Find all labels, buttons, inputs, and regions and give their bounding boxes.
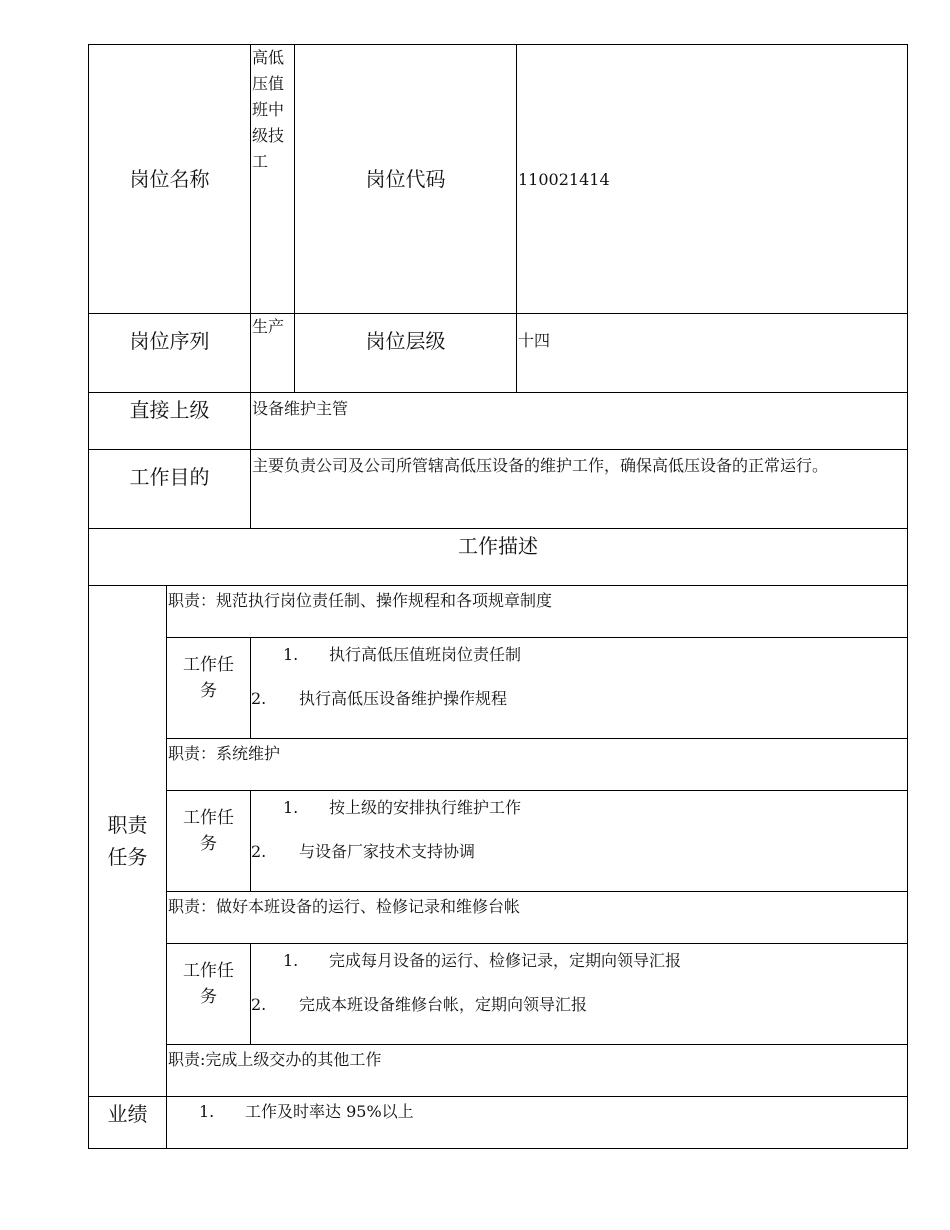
performance-item-1 xyxy=(167,1097,908,1149)
row-performance xyxy=(89,1097,908,1149)
task-1-1 xyxy=(251,642,907,686)
duty-2-text: 职责：系统维护 xyxy=(167,739,908,791)
task-label-1 xyxy=(167,638,251,739)
level-label: 岗位层级 xyxy=(295,314,517,393)
row-tasks-3 xyxy=(89,944,908,1045)
row-purpose xyxy=(89,450,908,529)
task-1-2-number: 2. xyxy=(251,689,267,708)
row-duty-4 xyxy=(89,1045,908,1097)
task-2-1-text: 按上级的安排执行维护工作 xyxy=(329,798,522,817)
sequence-label: 岗位序列 xyxy=(89,314,251,393)
task-3-2-text: 完成本班设备维修台帐，定期向领导汇报 xyxy=(299,995,588,1014)
row-tasks-1 xyxy=(89,638,908,739)
task-label-2 xyxy=(167,791,251,892)
purpose-label: 工作目的 xyxy=(89,450,251,529)
row-superior xyxy=(89,393,908,450)
sequence-value: 生产 xyxy=(251,314,295,393)
level-value: 十四 xyxy=(517,314,908,393)
position-name-label: 岗位名称 xyxy=(89,45,251,314)
position-code-label: 岗位代码 xyxy=(295,45,517,314)
position-code-value: 110021414 xyxy=(517,45,908,314)
duties-side-label-text: 职责任务 xyxy=(107,813,148,869)
performance-label: 业绩 xyxy=(89,1097,167,1149)
superior-value: 设备维护主管 xyxy=(251,393,908,450)
task-1-2-text: 执行高低压设备维护操作规程 xyxy=(299,689,508,708)
duty-4-text: 职责:完成上级交办的其他工作 xyxy=(167,1045,908,1097)
task-1-1-number: 1. xyxy=(283,645,299,664)
task-3-1 xyxy=(251,948,907,992)
task-label-2-text: 工作任务 xyxy=(183,808,234,854)
row-position-name xyxy=(89,45,908,314)
tasks-3 xyxy=(251,944,908,1045)
task-1-2 xyxy=(251,686,907,712)
job-description-table xyxy=(88,44,908,1149)
task-1-1-text: 执行高低压值班岗位责任制 xyxy=(329,645,522,664)
purpose-value: 主要负责公司及公司所管辖高低压设备的维护工作，确保高低压设备的正常运行。 xyxy=(251,450,908,529)
row-section-title xyxy=(89,529,908,586)
task-2-2 xyxy=(251,839,907,865)
task-3-2-number: 2. xyxy=(251,995,267,1014)
job-description-document xyxy=(88,44,907,1149)
task-2-1-number: 1. xyxy=(283,798,299,817)
task-label-1-text: 工作任务 xyxy=(183,655,234,701)
tasks-1 xyxy=(251,638,908,739)
task-label-3-text: 工作任务 xyxy=(183,961,234,1007)
task-2-1 xyxy=(251,795,907,839)
duties-side-label xyxy=(89,586,167,1097)
task-3-1-text: 完成每月设备的运行、检修记录，定期向领导汇报 xyxy=(329,951,682,970)
performance-item-1-number: 1. xyxy=(199,1102,215,1121)
task-2-2-text: 与设备厂家技术支持协调 xyxy=(299,842,476,861)
performance-item-1-text: 工作及时率达 95%以上 xyxy=(245,1102,414,1121)
task-3-2 xyxy=(251,992,907,1018)
row-sequence xyxy=(89,314,908,393)
task-3-1-number: 1. xyxy=(283,951,299,970)
row-duty-1 xyxy=(89,586,908,638)
task-label-3 xyxy=(167,944,251,1045)
row-duty-3 xyxy=(89,892,908,944)
superior-label: 直接上级 xyxy=(89,393,251,450)
duty-1-text: 职责：规范执行岗位责任制、操作规程和各项规章制度 xyxy=(167,586,908,638)
row-duty-2 xyxy=(89,739,908,791)
tasks-2 xyxy=(251,791,908,892)
duty-3-text: 职责：做好本班设备的运行、检修记录和维修台帐 xyxy=(167,892,908,944)
row-tasks-2 xyxy=(89,791,908,892)
work-description-title: 工作描述 xyxy=(89,529,908,586)
task-2-2-number: 2. xyxy=(251,842,267,861)
position-name-value: 高低压值班中级技工 xyxy=(251,45,295,314)
